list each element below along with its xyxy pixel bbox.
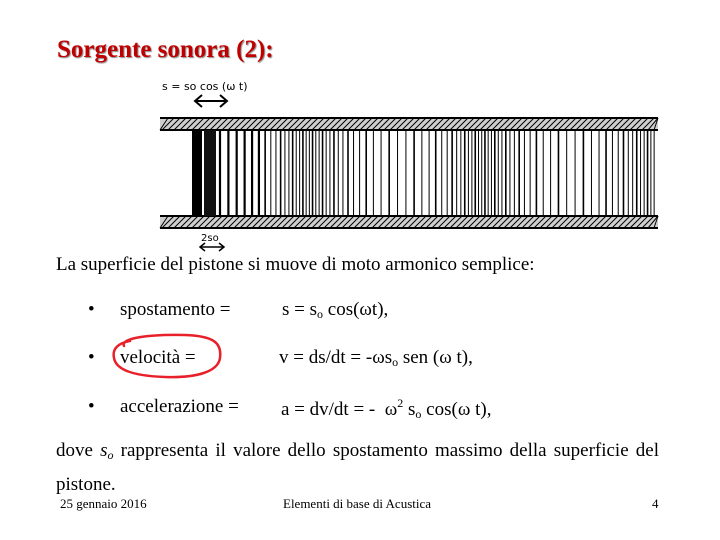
bullet-label: accelerazione = — [120, 396, 239, 417]
footer-title: Elementi di base di Acustica — [283, 496, 432, 511]
figure-equation: s = so cos (ω t) — [162, 80, 248, 93]
bullet-label: spostamento = — [120, 299, 231, 320]
conclusion-text: dove $s_o$ rappresenta il valore dello spostamento massimo della superficie del pistone. — [56, 440, 660, 495]
intro-text: La superficie del pistone si muove di moto armonico semplice: — [56, 254, 535, 275]
bullet-formula: $v = ds/dt = -\omega s_o$ sen (ω t), — [279, 347, 473, 369]
bullet-label: velocità = — [120, 347, 196, 368]
bullet-formula: $s = s_o$ cos(ωt), — [282, 299, 389, 321]
bullet-formula: a = dv/dt = - $\omega^2$ $s_o$ cos(ω t), — [281, 396, 492, 421]
page-number: 4 — [652, 496, 659, 511]
amplitude-label: 2so — [201, 233, 219, 244]
bullet-marker: • — [88, 347, 95, 368]
bullet-marker: • — [88, 299, 95, 320]
footer-date: 25 gennaio 2016 — [60, 496, 147, 511]
bullet-marker: • — [88, 396, 95, 417]
slide-title: Sorgente sonora (2): — [57, 36, 274, 63]
